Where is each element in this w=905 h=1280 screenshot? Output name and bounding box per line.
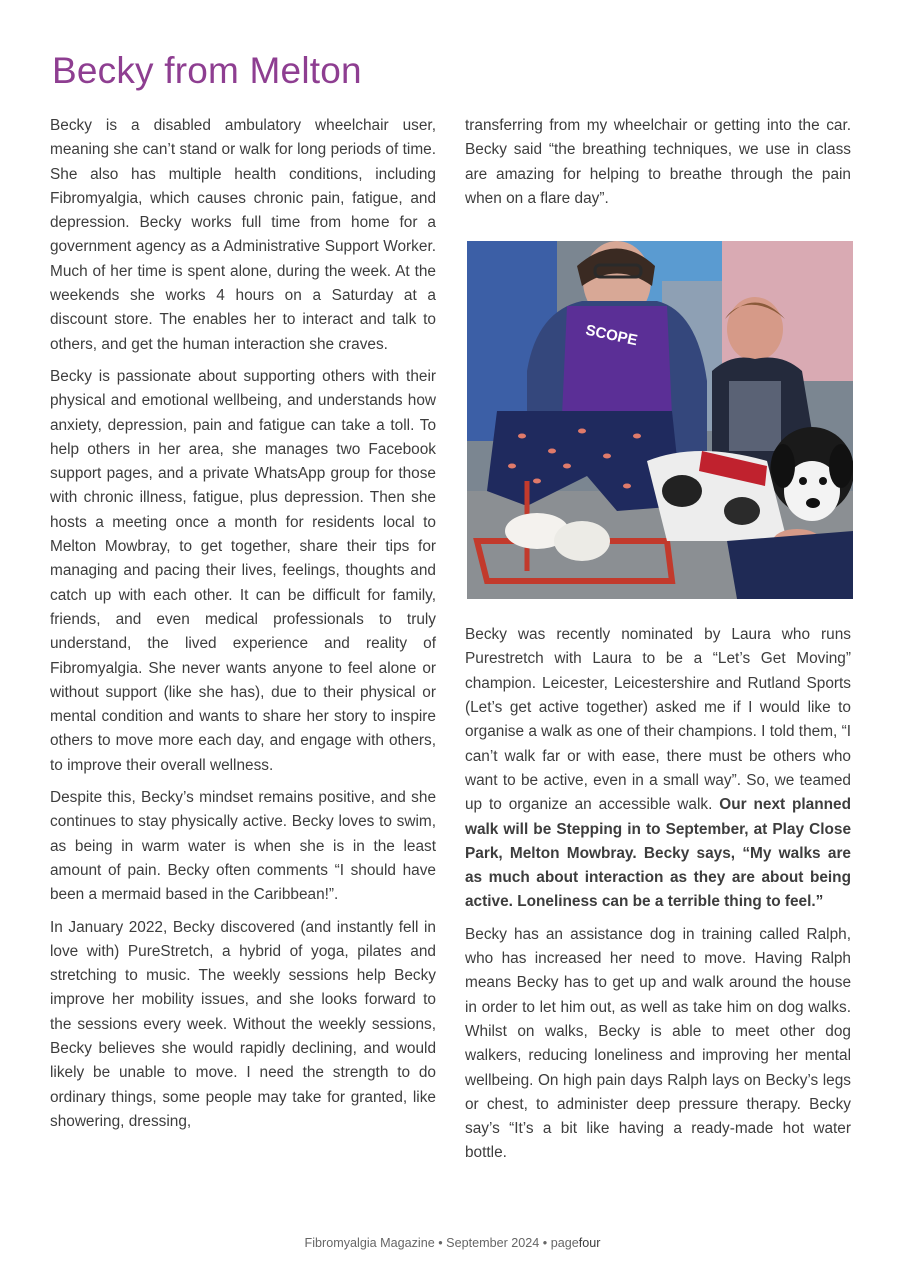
paragraph-support: Becky is passionate about supporting others with their physical and emotional wellbeing, and understands how anxiety, depression, pain and fatigue can take a toll. To help others in her area, she manages two Facebook support pages, and a private WhatsApp group for those with chronic illness, fatigue, plus depression. Then she hosts a meeting once a month for residents local to Melton Mowbray, to get together, share their tips for managing and pacing their lives, feelings, thoughts and catch up with each other. It can be difficult for family, friends, and even medical professionals to truly understand, the lived experience and reality of Fibromyalgia. She never wants anyone to feel alone or without support (like she has), due to their physical or mental condition and wants to share her story to inspire others to move more each day, and engage with others, to improve their overall wellness. [50,367,436,774]
page-title: Becky from Melton [52,50,362,91]
photo-shirt-text: SCOPE [584,321,639,350]
paragraph-intro: Becky is a disabled ambulatory wheelchair user, meaning she can’t stand or walk for long periods of time. She also has multiple health conditions, including Fibromyalgia, which causes chronic pain, fatigue, and depression. Becky works full time from home for a government agency as a Administrative Support Worker. Much of her time is spent alone, during the week. At the weekends she works 4 hours on a Saturday at a discount store. The enables her to interact and talk to others, and get the human interaction she craves. [50,117,436,353]
photo-illustration [467,241,853,599]
paragraph-nomination [465,623,851,915]
nomination-text: Becky was recently nominated by Laura who runs Purestretch with Laura to be a “Let’s Get Moving” champion. Leicester, Leicestershire and Rutland Sports (Let’s get active together) asked me if I would like to organise a walk as one of their champions. I told them, “I can’t walk far or with ease, there must be others who want to be active, even in a small way”. So, we teamed up to organize an accessible walk. [465,626,851,814]
page-footer [0,1236,905,1250]
paragraph-mindset: Despite this, Becky’s mindset remains positive, and she continues to stay physically active. Becky loves to swim, as being in warm water is when she is in the least amount of pain. Becky often comments “I should have been a mermaid based in the Caribbean!”. [50,789,436,904]
footer-page-prefix: page [550,1236,579,1250]
footer-separator: • [434,1236,447,1250]
left-column [50,114,436,1142]
nomination-bold-text: Our next planned walk will be Stepping in to September, at Play Close Park, Melton Mowbray. Becky says, “My walks are as much about interaction as they are about being active. Loneliness can be a terrible thing to feel.” [465,796,851,911]
paragraph-purestretch: In January 2022, Becky discovered (and instantly fell in love with) PureStretch, a hybrid of yoga, pilates and stretching to music. The weekly sessions help Becky improve her mobility issues, and she looks forward to the sessions every week. Without the weekly sessions, Becky believes she would rapidly declining, and would likely be unable to move. I need the strength to do ordinary things, some people may take for granted, like showering, dressing, [50,918,436,1130]
right-column [465,114,851,1174]
paragraph-continuation: transferring from my wheelchair or getting into the car. Becky said “the breathing techniques, we use in class are amazing for helping to breathe through the pain when on a flare day”. [465,117,851,207]
footer-date: September 2024 [446,1236,540,1250]
paragraph-assistance-dog: Becky has an assistance dog in training called Ralph, who has increased her need to move. Having Ralph means Becky has to get up and walk around the house in order to let him out, as well as take him on dog walks. Whilst on walks, Becky is able to meet other dog walkers, reducing loneliness and improving her mental wellbeing. On high pain days Ralph lays on Becky’s legs or chest, to administer deep pressure therapy. Becky say’s “It’s a bit like having a ready-made hot water bottle. [465,925,851,1162]
footer-magazine: Fibromyalgia Magazine [304,1236,435,1250]
footer-page-number: four [578,1236,601,1250]
group-photo [467,241,853,599]
footer-separator: • [539,1236,551,1250]
